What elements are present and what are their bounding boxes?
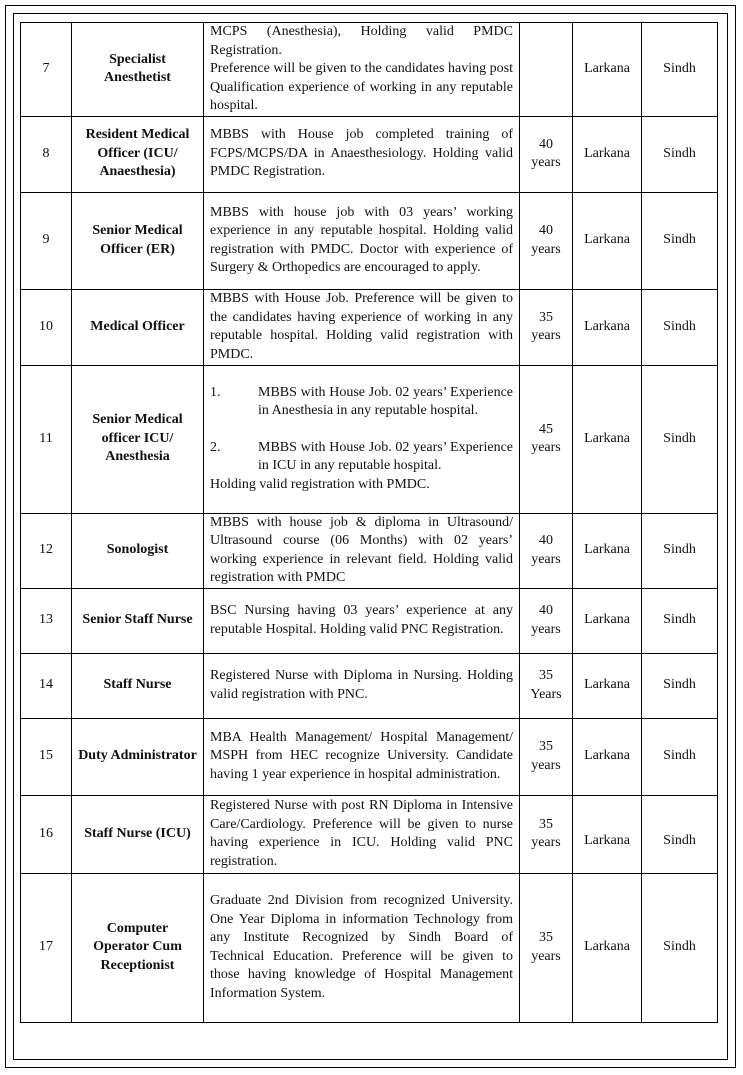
table-row <box>21 365 718 513</box>
province: Sindh <box>642 873 718 1022</box>
list-item <box>210 439 513 476</box>
table-row <box>21 289 718 365</box>
qualification-text: Registered Nurse with post RN Diploma in Intensive Care/Cardiology. Preference will be given to nurse having experience in ICU. Holding valid PNC registration. <box>210 798 513 869</box>
age-limit: 35 years <box>520 795 573 873</box>
qualification-cell <box>204 116 520 192</box>
serial-number: 15 <box>21 718 72 795</box>
list-number: 1. <box>210 384 221 400</box>
province: Sindh <box>642 289 718 365</box>
post-title: Specialist Anesthetist <box>72 23 204 117</box>
list-item <box>210 384 513 421</box>
age-limit: 35 Years <box>520 653 573 718</box>
post-title: Duty Administrator <box>72 718 204 795</box>
province: Sindh <box>642 365 718 513</box>
qualification-text: Registered Nurse with Diploma in Nursing. Holding valid registration with PNC. <box>210 668 513 702</box>
table-row <box>21 873 718 1022</box>
age-limit: 40 years <box>520 192 573 289</box>
list-number: 2. <box>210 439 221 455</box>
post-title: Senior Medical officer ICU/ Anesthesia <box>72 365 204 513</box>
qualification-cell <box>204 588 520 653</box>
table-row <box>21 513 718 588</box>
table-row <box>21 653 718 718</box>
qualification-cell <box>204 795 520 873</box>
age-limit: 40 years <box>520 513 573 588</box>
table-row <box>21 588 718 653</box>
table-row <box>21 795 718 873</box>
table-row <box>21 116 718 192</box>
qualification-text: MBBS with House job completed training of FCPS/MCPS/DA in Anaesthesiology. Holding valid PMDC Registration. <box>210 127 513 180</box>
post-title: Staff Nurse (ICU) <box>72 795 204 873</box>
table-row <box>21 718 718 795</box>
post-title: Senior Medical Officer (ER) <box>72 192 204 289</box>
qualification-cell <box>204 192 520 289</box>
serial-number: 16 <box>21 795 72 873</box>
list-text: MBBS with House Job. 02 years’ Experience in Anesthesia in any reputable hospital. <box>258 384 513 419</box>
serial-number: 17 <box>21 873 72 1022</box>
table-row <box>21 23 718 117</box>
location: Larkana <box>573 718 642 795</box>
location: Larkana <box>573 23 642 117</box>
location: Larkana <box>573 513 642 588</box>
location: Larkana <box>573 588 642 653</box>
qualification-text: BSC Nursing having 03 years’ experience at any reputable Hospital. Holding valid PNC Registration. <box>210 603 513 637</box>
list-text: MBBS with House Job. 02 years’ Experience in ICU in any reputable hospital. <box>258 439 513 474</box>
qualification-text: MBBS with house job with 03 years’ working experience in any reputable hospital. Holding valid registration with PMDC. Doctor with experience of Surgery & Orthopedics are encouraged to apply. <box>210 204 513 275</box>
serial-number: 7 <box>21 23 72 117</box>
post-title: Senior Staff Nurse <box>72 588 204 653</box>
serial-number: 13 <box>21 588 72 653</box>
serial-number: 14 <box>21 653 72 718</box>
age-limit: 40 years <box>520 116 573 192</box>
age-limit: 40 years <box>520 588 573 653</box>
qualification-cell <box>204 513 520 588</box>
qualification-cell <box>204 873 520 1022</box>
age-limit <box>520 23 573 117</box>
province: Sindh <box>642 653 718 718</box>
qualification-cell <box>204 653 520 718</box>
age-limit: 45 years <box>520 365 573 513</box>
location: Larkana <box>573 116 642 192</box>
qualification-text: Holding valid registration with PMDC. <box>210 476 430 492</box>
post-title: Computer Operator Cum Receptionist <box>72 873 204 1022</box>
serial-number: 10 <box>21 289 72 365</box>
province: Sindh <box>642 116 718 192</box>
post-title: Staff Nurse <box>72 653 204 718</box>
province: Sindh <box>642 795 718 873</box>
province: Sindh <box>642 513 718 588</box>
post-title: Resident Medical Officer (ICU/ Anaesthesia) <box>72 116 204 192</box>
province: Sindh <box>642 588 718 653</box>
qualification-text: MCPS (Anesthesia), Holding valid PMDC Registration. <box>210 24 513 58</box>
age-limit: 35 years <box>520 873 573 1022</box>
serial-number: 11 <box>21 365 72 513</box>
qualification-text: Graduate 2nd Division from recognized University. One Year Diploma in information Technology from any Institute Recognized by Sindh Board of Technical Education. Preference will be given to those having knowledge of Hospital Management Information System. <box>210 893 513 1001</box>
qualification-text: MBBS with house job & diploma in Ultrasound/ Ultrasound course (06 Months) with 02 years’ working experience in relevant field. Holding valid registration with PMDC <box>210 514 513 585</box>
age-limit: 35 years <box>520 718 573 795</box>
location: Larkana <box>573 873 642 1022</box>
qualification-cell <box>204 365 520 513</box>
location: Larkana <box>573 192 642 289</box>
province: Sindh <box>642 23 718 117</box>
location: Larkana <box>573 653 642 718</box>
qualification-text: Preference will be given to the candidates having post Qualification experience of working in any reputable hospital. <box>210 61 513 113</box>
post-title: Sonologist <box>72 513 204 588</box>
qualification-cell <box>204 23 520 117</box>
serial-number: 12 <box>21 513 72 588</box>
location: Larkana <box>573 365 642 513</box>
location: Larkana <box>573 289 642 365</box>
province: Sindh <box>642 718 718 795</box>
serial-number: 8 <box>21 116 72 192</box>
qualification-cell <box>204 289 520 365</box>
vacancy-table <box>20 22 718 1023</box>
qualification-text: MBA Health Management/ Hospital Management/ MSPH from HEC recognize University. Candidate having 1 year experience in hospital administration. <box>210 729 513 782</box>
serial-number: 9 <box>21 192 72 289</box>
province: Sindh <box>642 192 718 289</box>
location: Larkana <box>573 795 642 873</box>
qualification-text: MBBS with House Job. Preference will be given to the candidates having experience of working in any reputable hospital. Holding valid registration with PMDC. <box>210 291 513 362</box>
qualification-cell <box>204 718 520 795</box>
table-row <box>21 192 718 289</box>
age-limit: 35 years <box>520 289 573 365</box>
post-title: Medical Officer <box>72 289 204 365</box>
